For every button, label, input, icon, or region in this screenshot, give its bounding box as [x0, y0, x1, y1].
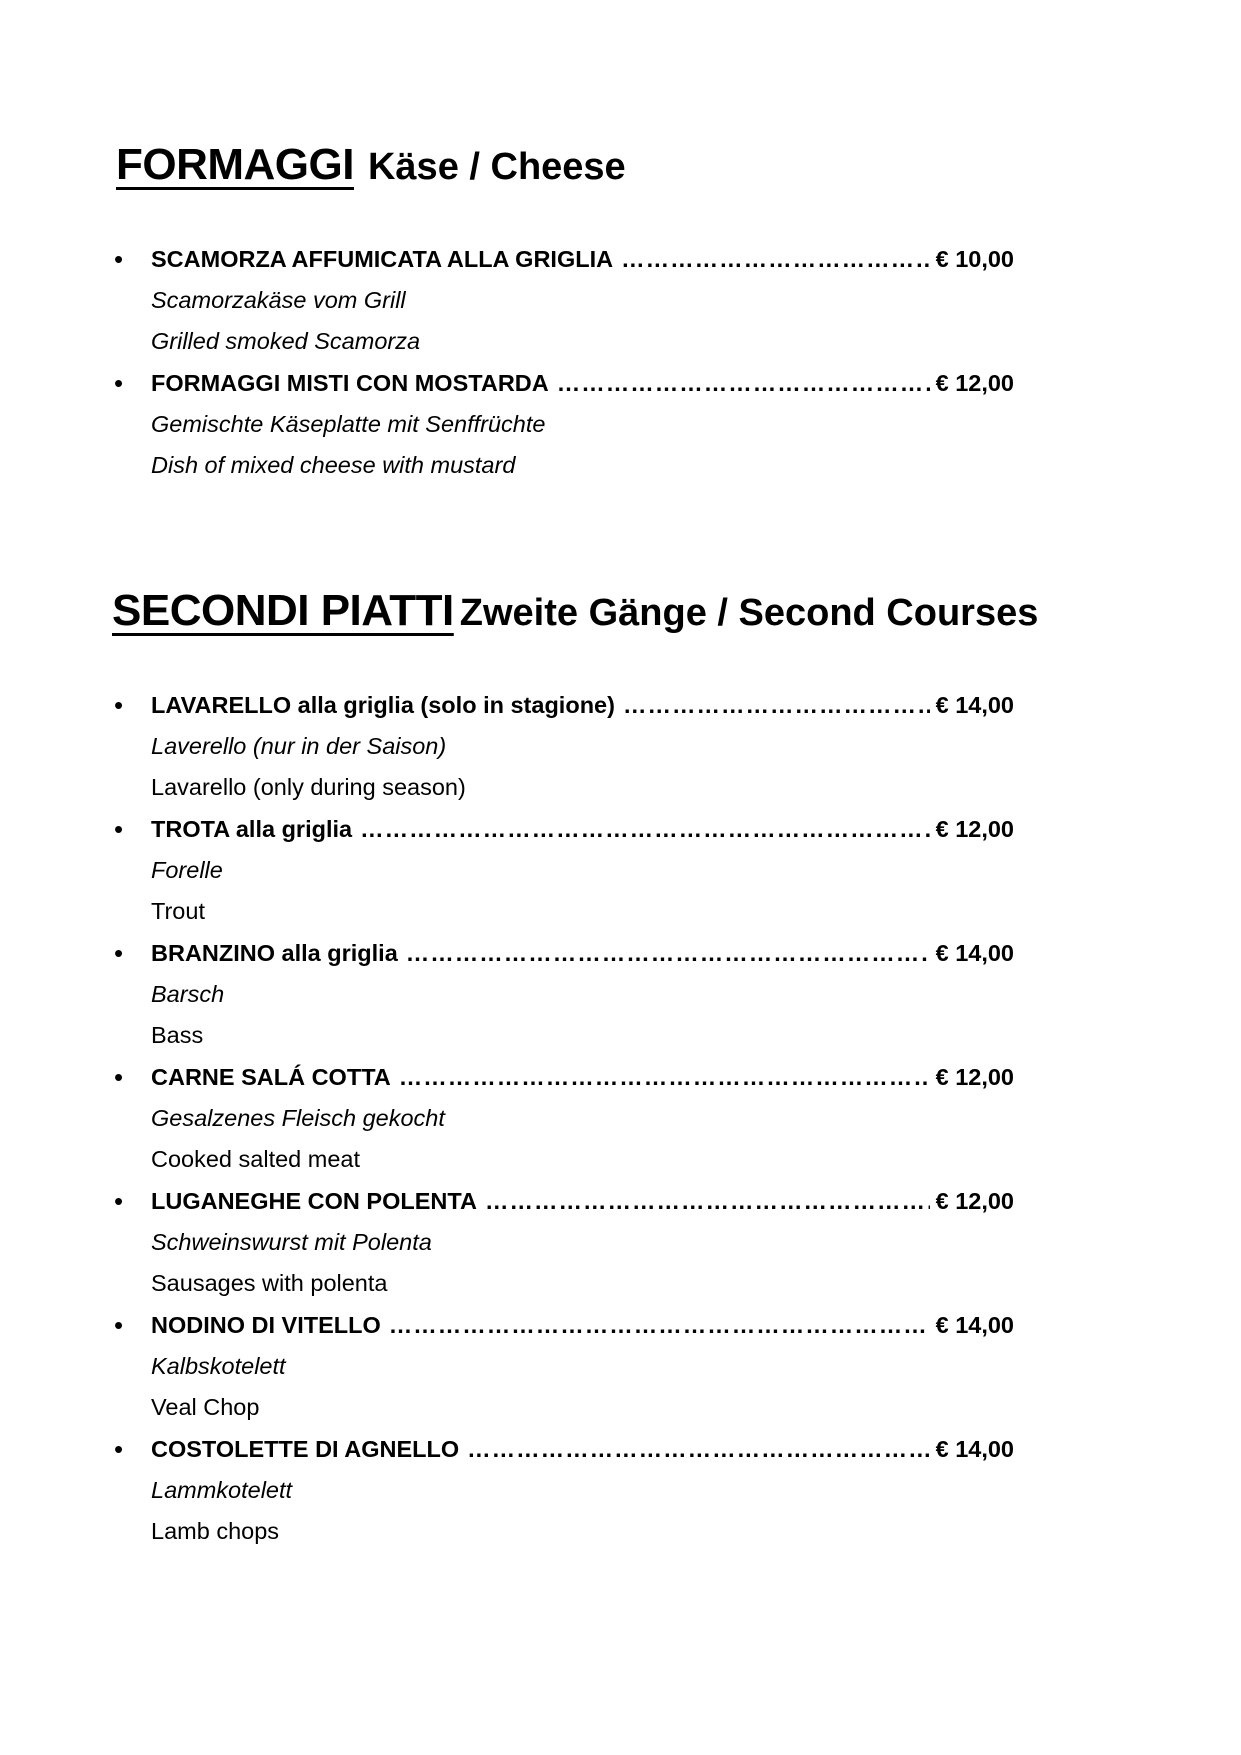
item-line [151, 932, 1014, 974]
item-description-en: Lavarello (only during season) [151, 774, 466, 800]
item-name: NODINO DI VITELLO [151, 1312, 381, 1338]
section-title: SECONDI PIATTI [112, 586, 454, 635]
item-price: € 10,00 [935, 246, 1014, 272]
item-name: COSTOLETTE DI AGNELLO [151, 1436, 460, 1462]
menu-item [0, 932, 1241, 1056]
item-name: SCAMORZA AFFUMICATA ALLA GRIGLIA [151, 246, 614, 272]
bullet-icon: • [114, 1310, 124, 1340]
item-line [151, 1428, 1014, 1470]
dot-leader [360, 808, 930, 850]
bullet-icon: • [114, 814, 124, 844]
menu-item [0, 362, 1241, 486]
item-description-en: Grilled smoked Scamorza [151, 328, 421, 354]
item-price: € 14,00 [935, 1436, 1014, 1462]
section-subtitle: Zweite Gänge / Second Courses [459, 592, 1039, 634]
menu-item [0, 1304, 1241, 1428]
item-description-de: Laverello (nur in der Saison) [151, 733, 447, 759]
dot-leader [557, 362, 930, 404]
menu-item [0, 1056, 1241, 1180]
menu-item-list [0, 238, 1241, 486]
item-name: LUGANEGHE CON POLENTA [151, 1188, 477, 1214]
item-name: FORMAGGI MISTI CON MOSTARDA [151, 370, 549, 396]
item-name: TROTA alla griglia [151, 816, 353, 842]
dot-leader [406, 932, 930, 974]
item-description-de: Scamorzakäse vom Grill [151, 287, 406, 313]
item-description-de: Gemischte Käseplatte mit Senffrüchte [151, 411, 546, 437]
item-description-de: Gesalzenes Fleisch gekocht [151, 1105, 445, 1131]
bullet-icon: • [114, 690, 124, 720]
section-formaggi [0, 140, 1241, 486]
section-heading [0, 140, 1241, 190]
bullet-icon: • [114, 1186, 124, 1216]
item-name: CARNE SALÁ COTTA [151, 1064, 391, 1090]
item-price: € 12,00 [935, 816, 1014, 842]
item-description-de: Forelle [151, 857, 223, 883]
dot-leader [621, 238, 929, 280]
menu-item [0, 684, 1241, 808]
bullet-icon: • [114, 244, 124, 274]
item-name: BRANZINO alla griglia [151, 940, 398, 966]
item-description-de: Schweinswurst mit Polenta [151, 1229, 432, 1255]
item-name: LAVARELLO alla griglia (solo in stagione) [151, 692, 615, 718]
item-description-en: Bass [151, 1022, 204, 1048]
dot-leader [467, 1428, 929, 1470]
bullet-icon: • [114, 368, 124, 398]
item-line [151, 1304, 1014, 1346]
item-description-en: Trout [151, 898, 205, 924]
item-line [151, 684, 1014, 726]
item-description-en: Lamb chops [151, 1518, 280, 1544]
item-description-de: Barsch [151, 981, 225, 1007]
item-price: € 12,00 [935, 1188, 1014, 1214]
bullet-icon: • [114, 1434, 124, 1464]
item-price: € 12,00 [935, 370, 1014, 396]
item-price: € 14,00 [935, 940, 1014, 966]
menu-item-list [0, 684, 1241, 1552]
dot-leader [399, 1056, 930, 1098]
menu-item [0, 1180, 1241, 1304]
menu-item [0, 1428, 1241, 1552]
item-description-en: Cooked salted meat [151, 1146, 361, 1172]
dot-leader [389, 1304, 930, 1346]
section-subtitle: Käse / Cheese [367, 146, 626, 188]
menu-item [0, 808, 1241, 932]
dot-leader [485, 1180, 930, 1222]
item-description-en: Veal Chop [151, 1394, 260, 1420]
item-price: € 12,00 [935, 1064, 1014, 1090]
item-line [151, 238, 1014, 280]
item-description-en: Sausages with polenta [151, 1270, 388, 1296]
item-line [151, 1056, 1014, 1098]
section-heading [0, 586, 1241, 636]
menu-item [0, 238, 1241, 362]
item-description-de: Lammkotelett [151, 1477, 293, 1503]
item-line [151, 1180, 1014, 1222]
bullet-icon: • [114, 1062, 124, 1092]
item-description-de: Kalbskotelett [151, 1353, 286, 1379]
section-secondi-piatti [0, 586, 1241, 1552]
item-price: € 14,00 [935, 692, 1014, 718]
item-line [151, 808, 1014, 850]
item-description-en: Dish of mixed cheese with mustard [151, 452, 516, 478]
section-title: FORMAGGI [116, 140, 354, 189]
item-price: € 14,00 [935, 1312, 1014, 1338]
bullet-icon: • [114, 938, 124, 968]
dot-leader [623, 684, 930, 726]
item-line [151, 362, 1014, 404]
